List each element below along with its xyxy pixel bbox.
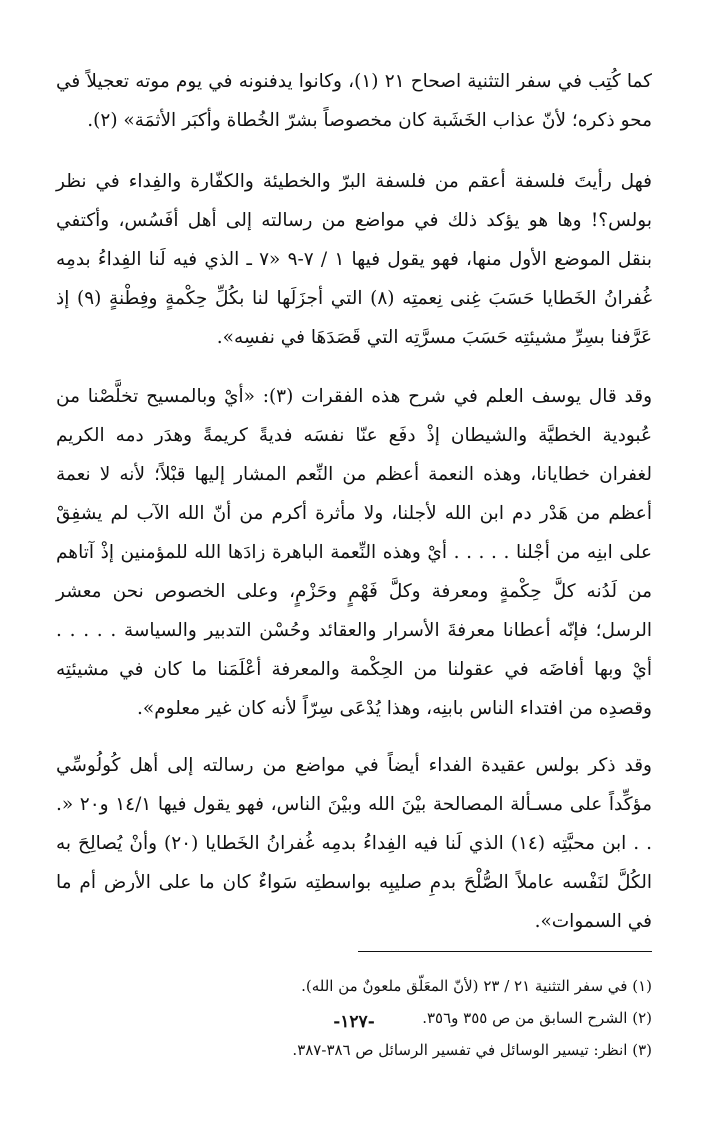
paragraph-1: كما كُتِب في سفر التثنية اصحاح ٢١ (١)، وكانوا يدفنونه في يوم موته تعجيلاً في محو ذكره؛ لأنّ عذاب الخَشَبة كان مخصوصاً بشرّ الخُطاة وأكبَر الأثمَة» (٢). <box>56 71 652 131</box>
paragraph-4: وقد ذكر بولس عقيدة الفداء أيضاً في مواضع من رسالته إلى أهل كُولُوسِّي مؤكِّداً على مسـألة المصالحة بيْنَ الله وبيْنَ الناس، فهو يقول فيها ١٤/١ و٢٠ «. . . ابن محبَّتِه (١٤) الذي لَنا فيه الفِداءُ بدمِه غُفرانُ الخَطايا (٢٠) وأنْ يُصالِحَ به الكُلَّ لنَفْسه عاملاً الصُّلْحَ بدمِ صليبِه بواسطتِه سَواءٌ كان ما على الأرض أم ما في السموات». <box>56 755 652 932</box>
footnote-1: (١) في سفر التثنية ٢١ / ٢٣ (لأنّ المعَلّق ملعونٌ من الله). <box>301 977 652 995</box>
footnote-2: (٢) الشرح السابق من ص ٣٥٥ و٣٥٦. <box>422 1009 652 1027</box>
page-number: -١٢٧- <box>333 1012 375 1032</box>
paragraph-2: فهل رأيتَ فلسفة أعقم من فلسفة البرّ والخطيئة والكفّارة والفِداء في نظر بولس؟! وها هو يؤكد ذلك في مواضع من رسالته إلى أهل أفَسُس، وأكتفي بنقل الموضع الأول منها، فهو يقول فيها ١ / ٧-٩ «٧ ـ الذي فيه لَنا الفِداءُ بدمِه غُفرانُ الخَطايا حَسَبَ غِنى نِعمتِه (٨) التي أجزَلَها لنا بكُلِّ حِكْمةٍ وفِطْنةٍ (٩) إذ عَرَّفنا بسِرِّ مشيئتِه حَسَبَ مسرَّتِه التي قَصَدَهَا في نفسِه». <box>56 171 652 348</box>
footnote-3: (٣) انظر: تيسير الوسائل في تفسير الرسائل ص ٣٨٦-٣٨٧. <box>292 1041 652 1059</box>
footnote-separator <box>358 951 652 952</box>
paragraph-3: وقد قال يوسف العلم في شرح هذه الفقرات (٣): «أيْ وبالمسيح تخلَّصْنا من عُبودية الخطيَّة والشيطان إذْ دفَع عنّا نفسَه فديةً كريمةً وهدَر دمه الكريم لغفران خطايانا، وهذه النعمة أعظم من النِّعم المشار إليها قبْلاً؛ لأنه لا نعمة أعظم من هَدْر دم ابن الله لأجلنا، ولا مأثرة أكرم من أنّ الله الآب لم يشفِقْ على ابنِه من أجْلنا . . . . . أيْ وهذه النِّعمة الباهرة زادَها الله للمؤمنين إذْ آتاهم من لَدُنه كلَّ حِكْمةٍ ومعرفة وكلَّ فَهْمٍ وحَزْمٍ، وعلى الخصوص نحن معشر الرسل؛ فإنّه أعطانا معرفةَ الأسرار والعقائد وحُسْن التدبير والسياسة . . . . . أيْ وبها أفاضَه في عقولنا من الحِكْمة والمعرفة أعْلَمَنا ما كان في مشيئتِه وقصدِه من افتداء الناس بابنِه، وهذا يُدْعَى سِرّاً لأنه كان غير معلوم». <box>56 386 653 719</box>
